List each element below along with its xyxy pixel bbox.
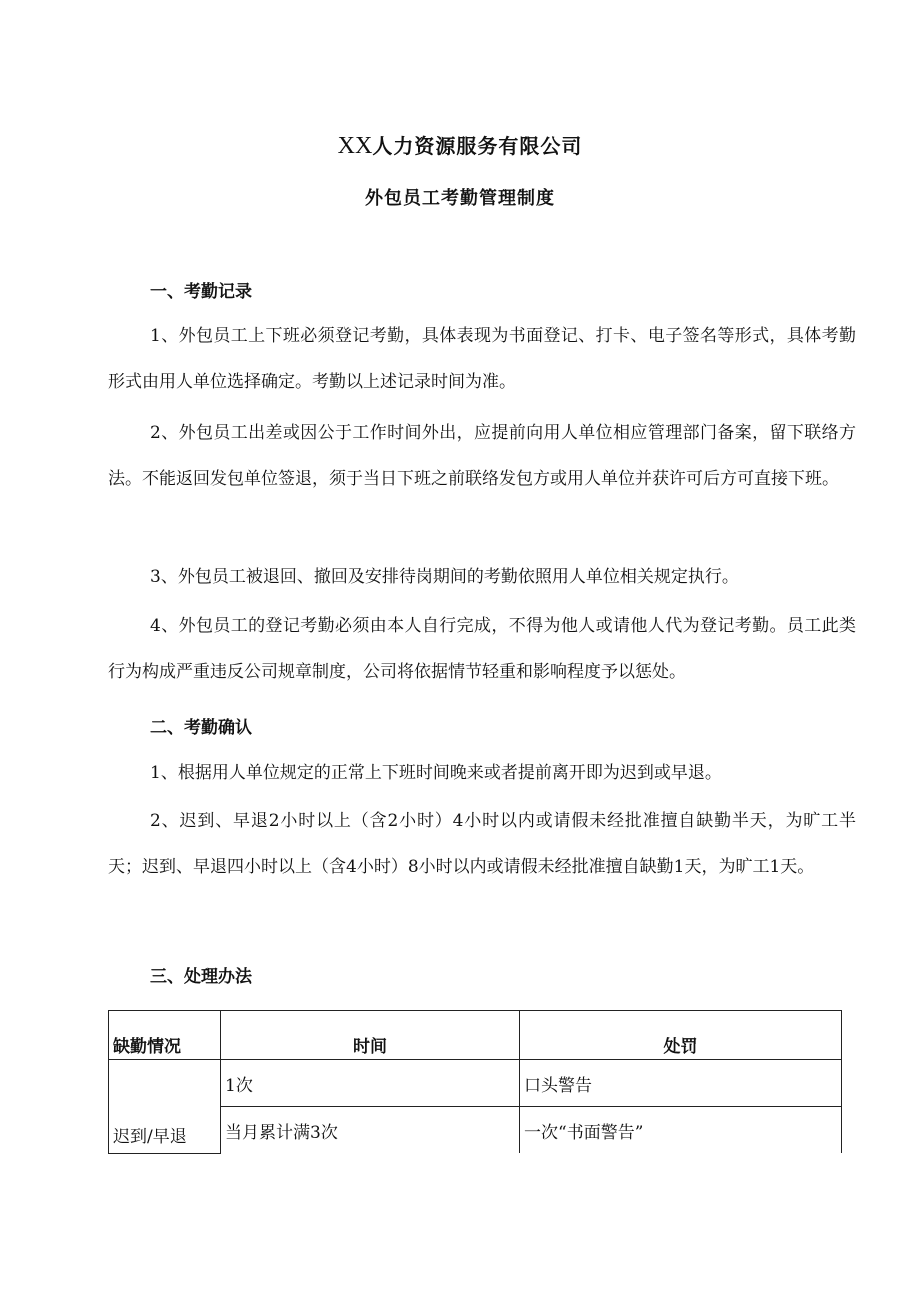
penalty-cell: 一次“书面警告”: [520, 1107, 842, 1154]
time-cell: 1次: [221, 1060, 520, 1107]
paragraph-1-1: 1、外包员工上下班必须登记考勤，具体表现为书面登记、打卡、电子签名等形式，具体考勤形式由用人单位选择确定。考勤以上述记录时间为准。: [108, 326, 856, 392]
document-title: 外包员工考勤管理制度: [365, 188, 555, 209]
company-title: [0, 130, 920, 160]
category-cell: 迟到/早退: [109, 1060, 221, 1154]
penalty-cell: 口头警告: [520, 1060, 842, 1107]
header-absence-type: 缺勤情况: [109, 1011, 221, 1060]
paragraph-1-4: 4、外包员工的登记考勤必须由本人自行完成，不得为他人或请他人代为登记考勤。员工此类行为构成严重违反公司规章制度，公司将依据情节轻重和影响程度予以惩处。: [108, 616, 856, 682]
company-name: 人力资源服务有限公司: [372, 134, 583, 158]
time-cell: 当月累计满3次: [221, 1107, 520, 1154]
section-heading-1: 一、考勤记录: [150, 282, 252, 302]
section-heading-2: 二、考勤确认: [150, 718, 252, 738]
company-prefix: XX: [337, 133, 373, 159]
paragraph-2-2: 2、迟到、早退2小时以上（含2小时）4小时以内或请假未经批准擅自缺勤半天，为旷工半天；迟到、早退四小时以上（含4小时）8小时以内或请假未经批准擅自缺勤1天，为旷工1天。: [108, 811, 856, 877]
paragraph-2-1: 1、根据用人单位规定的正常上下班时间晚来或者提前离开即为迟到或早退。: [150, 763, 722, 783]
header-time: 时间: [221, 1011, 520, 1060]
paragraph-1-3: 3、外包员工被退回、撤回及安排待岗期间的考勤依照用人单位相关规定执行。: [150, 567, 739, 587]
penalty-table: [108, 1010, 842, 1154]
section-heading-3: 三、处理办法: [150, 967, 252, 987]
table-row: [109, 1060, 842, 1107]
header-penalty: 处罚: [520, 1011, 842, 1060]
table-header-row: [109, 1011, 842, 1060]
paragraph-1-2: 2、外包员工出差或因公于工作时间外出，应提前向用人单位相应管理部门备案，留下联络方法。不能返回发包单位签退，须于当日下班之前联络发包方或用人单位并获许可后方可直接下班。: [108, 423, 856, 489]
